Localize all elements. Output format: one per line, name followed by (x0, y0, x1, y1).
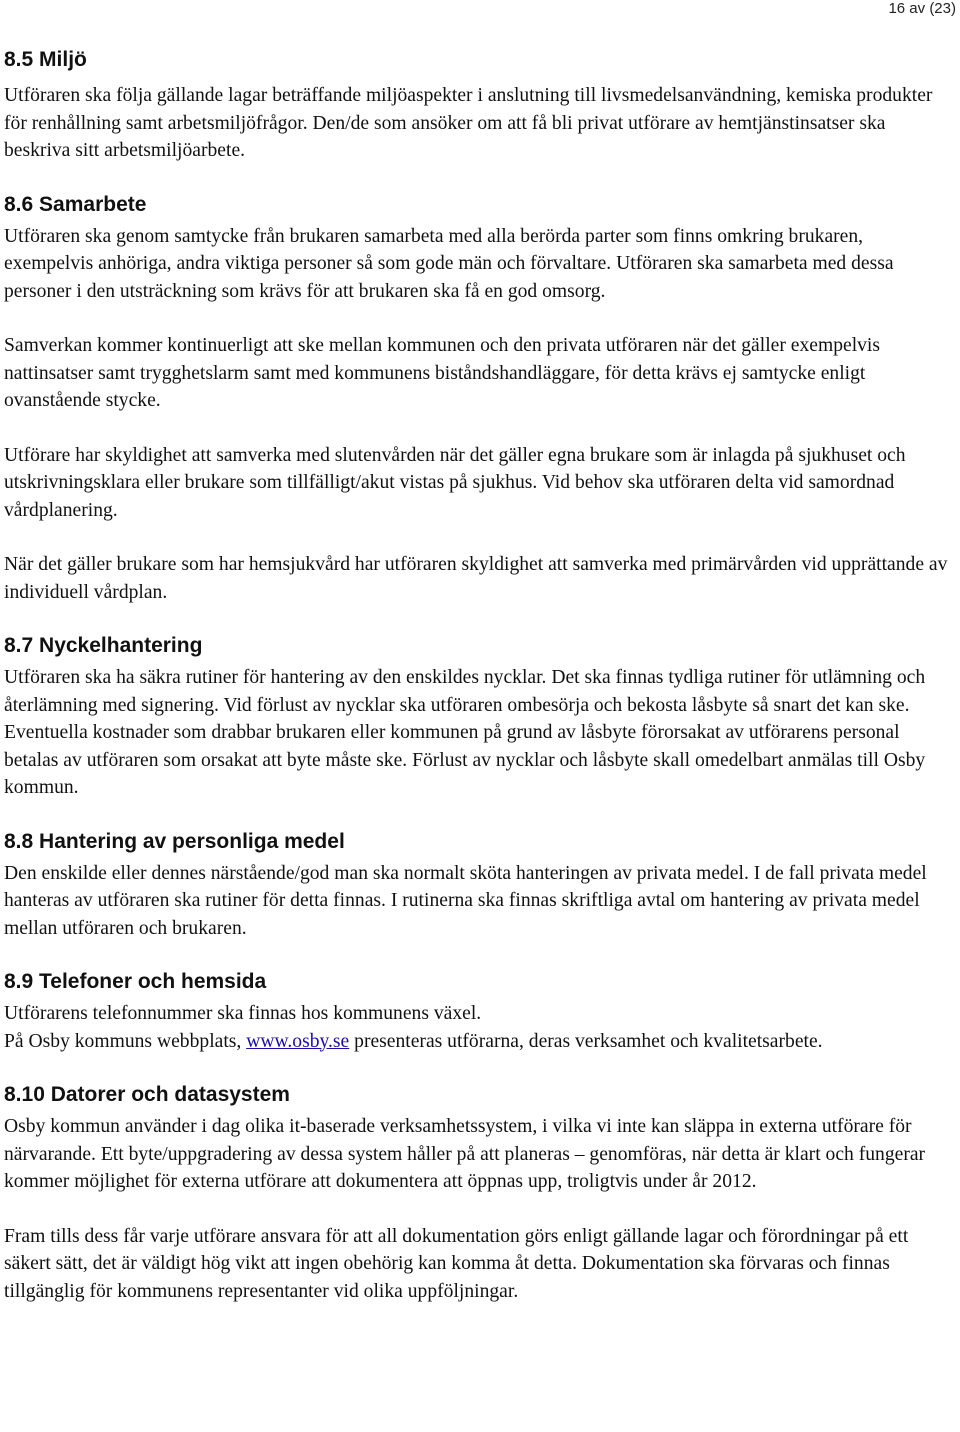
section-heading: 8.8 Hantering av personliga medel (4, 829, 345, 853)
paragraph: Fram tills dess får varje utförare ansvara för att all dokumentation görs enligt gällande lagar och förordningar på ett säkert sätt, det är väldigt hög vikt att ingen obehörig kan komma åt detta. Dokumentation ska förvaras och finnas tillgänglig för kommunens representanter vid olika uppföljningar. (4, 1225, 909, 1302)
section-miljo (4, 46, 956, 165)
section-heading: 8.9 Telefoner och hemsida (4, 970, 267, 993)
section-heading: 8.10 Datorer och datasystem (4, 1083, 290, 1106)
page-number: 16 av (23) (888, 0, 956, 17)
section-datorer (4, 1081, 956, 1305)
document-body (4, 46, 956, 1331)
website-link[interactable]: www.osby.se (246, 1030, 350, 1052)
paragraph: Utförarens telefonnummer ska finnas hos kommunens växel. (4, 1003, 482, 1024)
section-telefoner-hemsida (4, 968, 956, 1055)
paragraph: Utföraren ska följa gällande lagar beträffande miljöaspekter i anslutning till livsmedelsanvändning, kemiska produkter för renhållning samt arbetsmiljöfrågor. Den/de som ansöker om att få bli privat utförare av hemtjänstinsatser ska beskriva sitt arbetsmiljöarbete. (4, 85, 933, 161)
section-heading: 8.7 Nyckelhantering (4, 634, 203, 657)
paragraph: När det gäller brukare som har hemsjukvård har utföraren skyldighet att samverka med primärvården vid upprättande av individuell vårdplan. (4, 554, 948, 603)
section-heading: 8.6 Samarbete (4, 192, 147, 216)
paragraph: Samverkan kommer kontinuerligt att ske mellan kommunen och den privata utföraren när det gäller exempelvis nattinsatser samt trygghetslarm samt med kommunens biståndshandläggare, för detta krävs ej samtycke enligt ovanstående stycke. (4, 335, 880, 411)
paragraph: Osby kommun använder i dag olika it-baserade verksamhetssystem, i vilka vi inte kan släppa in externa utförare för närvarande. Ett byte/uppgradering av dessa system håller på att planeras – genomföras, när detta är klart och fungerar kommer möjlighet för externa utförare att dokumentera att öppnas upp, troligtvis under år 2012. (4, 1116, 926, 1192)
section-heading: 8.5 Miljö (4, 48, 87, 71)
paragraph: Utföraren ska genom samtycke från brukaren samarbeta med alla berörda parter som finns omkring brukaren, exempelvis anhöriga, andra viktiga personer så som gode män och förvaltare. Utföraren ska samarbeta med dessa personer i den utsträckning som krävs för att brukaren ska få en god omsorg. (4, 225, 894, 302)
paragraph: Utföraren ska ha säkra rutiner för hantering av den enskildes nycklar. Det ska finnas tydliga rutiner för utlämning och återlämning med signering. Vid förlust av nycklar ska utföraren ombesörja och bekosta låsbyte så snart det kan ske. Eventuella kostnader som drabbar brukaren eller kommunen på grund av låsbyte förorsakat av utförarens personal betalas av utföraren som orsakat att byte måste ske. Förlust av nycklar och låsbyte skall omedelbart anmälas till Osby kommun. (4, 667, 926, 798)
text-fragment: presenteras utförarna, deras verksamhet och kvalitetsarbete. (349, 1030, 823, 1052)
paragraph: Den enskilde eller dennes närstående/god man ska normalt sköta hanteringen av privata medel. I de fall privata medel hanteras av utföraren ska rutiner för detta finnas. I rutinerna ska finnas skriftliga avtal om hantering av privata medel mellan utföraren och brukaren. (4, 862, 927, 939)
section-samarbete (4, 191, 956, 607)
text-fragment: På Osby kommuns webbplats, (4, 1030, 247, 1052)
section-nyckelhantering (4, 632, 956, 802)
paragraph (4, 1028, 956, 1056)
paragraph: Utförare har skyldighet att samverka med slutenvården när det gäller egna brukare som är inlagda på sjukhuset och utskrivningsklara eller brukare som tillfälligt/akut vistas på sjukhus. Vid behov ska utföraren delta vid samordnad vårdplanering. (4, 444, 906, 521)
section-personliga-medel (4, 828, 956, 943)
